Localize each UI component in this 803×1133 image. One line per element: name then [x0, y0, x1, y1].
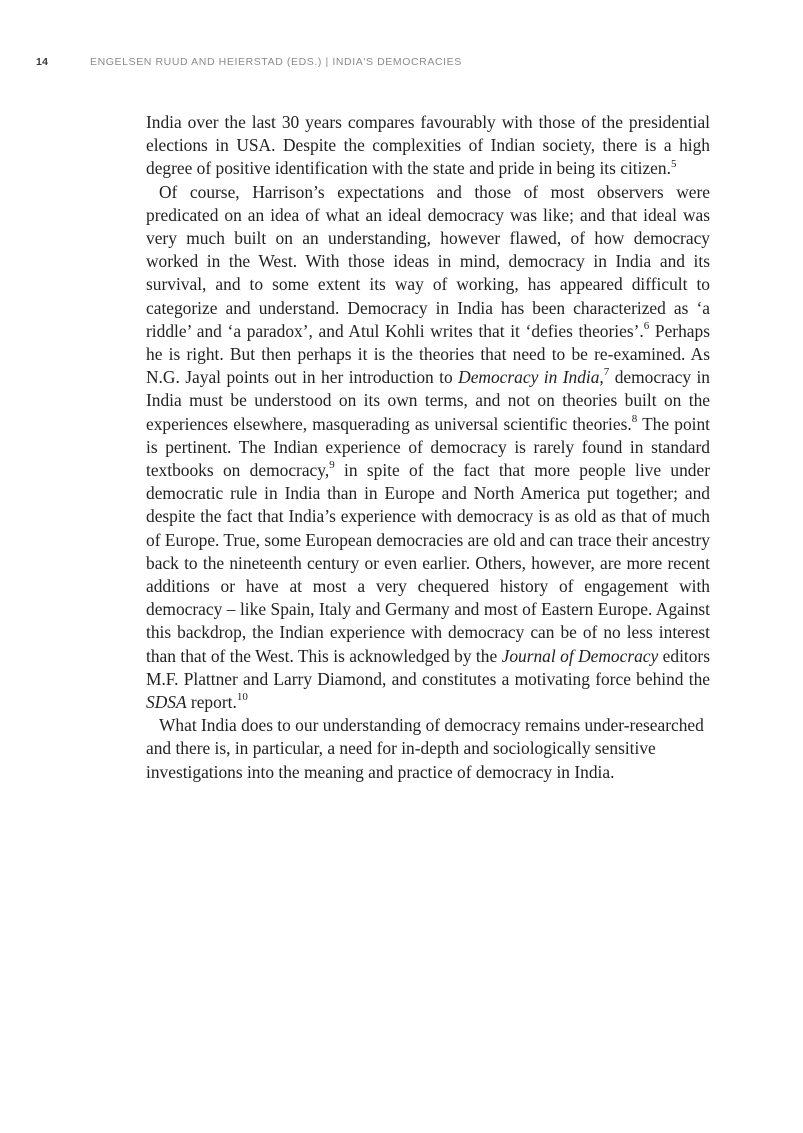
text-segment: democracy in India must be understood on its own terms, and not on theories built on the experiences elsewhere, masquerading as universal scientific theories. — [146, 367, 710, 434]
text-segment: editors M.F. Plattner and Larry Diamond, and constitutes a motivating force behind the — [146, 645, 710, 689]
footnote-ref-6: 6 — [643, 320, 650, 333]
text-segment: India over the last 30 years compares favourably with those of the presidential elections in USA. Despite the complexities of Indian society, there is a high degree of positive identification with the state and pride in being its citizen. — [146, 112, 710, 179]
footnote-ref-5: 5 — [670, 157, 677, 170]
paragraph-3 — [146, 714, 710, 784]
text-segment: report. — [186, 692, 237, 713]
page-number: 14 — [36, 56, 49, 68]
footnote-ref-8: 8 — [631, 412, 638, 425]
paragraph-1 — [146, 111, 710, 181]
paragraph-2 — [146, 181, 710, 715]
footnote-ref-7: 7 — [603, 366, 610, 379]
book-title-democracy-in-india: Democracy in India, — [458, 367, 604, 388]
footnote-ref-10: 10 — [236, 691, 248, 704]
text-segment: Perhaps he is right. But then perhaps it is the theories that need to be re-examined. As N.G. Jayal points out in her introduction to — [146, 320, 710, 388]
text-segment: What India does to our understanding of democracy remains under-researched and there is, in particular, a need for in-depth and sociologically sensitive investigations into the meaning and practice of democracy in India. — [146, 715, 704, 782]
report-title-sdsa: SDSA — [146, 692, 187, 713]
journal-title-journal-of-democracy: Journal of Democracy — [501, 645, 659, 666]
body-text — [146, 111, 710, 784]
text-segment: Of course, Harrison’s expectations and those of most observers were predicated on an idea of what an ideal democracy was like; and that ideal was very much built on an understanding, however flawed, of how democracy worked in the West. With those ideas in mind, democracy in India and its survival, and to some extent its way of working, has appeared difficult to categorize and understand. Democracy in India has been characterized as ‘a riddle’ and ‘a paradox’, and Atul Kohli writes that it ‘defies theories’. — [146, 181, 710, 341]
text-segment: The point is pertinent. The Indian experience of democracy is rarely found in standard textbooks on democracy, — [146, 413, 710, 481]
running-head — [36, 56, 756, 72]
running-head-title: ENGELSEN RUUD AND HEIERSTAD (EDS.) | INDIA'S DEMOCRACIES — [90, 56, 462, 68]
text-segment: in spite of the fact that more people live under democratic rule in India than in Europe and North America put together; and despite the fact that India’s experience with democracy is as old as that of much of Europe. True, some European democracies are old and can trace their ancestry back to the nineteenth century or even earlier. Others, however, are more recent additions or have at most a very chequered history of engagement with democracy – like Spain, Italy and Germany and most of Eastern Europe. Against this backdrop, the Indian experience with democracy can be of no less interest than that of the West. This is acknowledged by the — [146, 460, 710, 666]
footnote-ref-9: 9 — [329, 459, 335, 472]
